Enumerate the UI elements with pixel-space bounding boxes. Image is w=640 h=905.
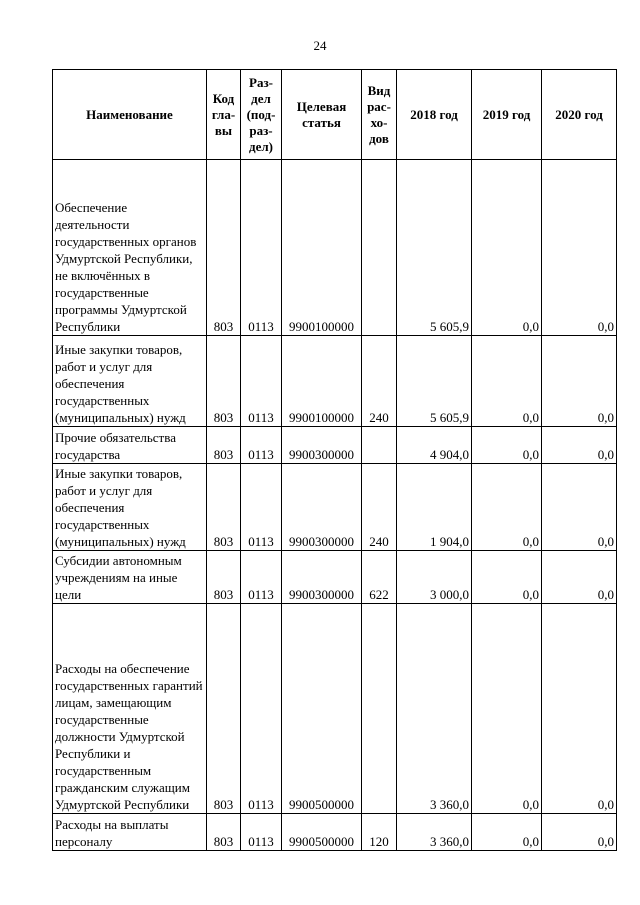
row-name: Прочие обязательства государства: [53, 427, 207, 464]
row-2018: 1 904,0: [397, 464, 472, 551]
row-chapter: 803: [207, 336, 241, 427]
row-2020: 0,0: [542, 464, 617, 551]
row-2019: 0,0: [472, 551, 542, 604]
row-expense-type: [362, 604, 397, 814]
row-name: Субсидии автономным учреждениям на иные цели: [53, 551, 207, 604]
row-2018: 5 605,9: [397, 160, 472, 336]
row-2018: 3 000,0: [397, 551, 472, 604]
row-section: 0113: [241, 160, 282, 336]
row-chapter: 803: [207, 160, 241, 336]
row-article: 9900500000: [282, 814, 362, 851]
row-section: 0113: [241, 464, 282, 551]
row-article: 9900300000: [282, 551, 362, 604]
table-row: [53, 814, 617, 851]
row-2020: 0,0: [542, 551, 617, 604]
table-row: [53, 464, 617, 551]
table-row: [53, 604, 617, 814]
row-2019: 0,0: [472, 814, 542, 851]
header-chapter: Код гла-вы: [207, 70, 241, 160]
row-chapter: 803: [207, 427, 241, 464]
header-article: Целевая статья: [282, 70, 362, 160]
row-2018: 5 605,9: [397, 336, 472, 427]
row-article: 9900100000: [282, 336, 362, 427]
row-2020: 0,0: [542, 160, 617, 336]
row-section: 0113: [241, 427, 282, 464]
row-expense-type: [362, 160, 397, 336]
header-2019: 2019 год: [472, 70, 542, 160]
row-article: 9900300000: [282, 427, 362, 464]
row-chapter: 803: [207, 604, 241, 814]
row-section: 0113: [241, 604, 282, 814]
row-article: 9900500000: [282, 604, 362, 814]
row-expense-type: 120: [362, 814, 397, 851]
row-name: Обеспечение деятельности государственных органов Удмуртской Республики, не включённых в государственные программы Удмуртской Республики: [53, 160, 207, 336]
row-name: Иные закупки товаров, работ и услуг для обеспечения государственных (муниципальных) нужд: [53, 464, 207, 551]
row-2018: 4 904,0: [397, 427, 472, 464]
row-2020: 0,0: [542, 427, 617, 464]
row-2019: 0,0: [472, 604, 542, 814]
table-row: [53, 336, 617, 427]
header-expense-type: Вид рас-хо-дов: [362, 70, 397, 160]
row-expense-type: 240: [362, 464, 397, 551]
row-chapter: 803: [207, 814, 241, 851]
row-section: 0113: [241, 336, 282, 427]
row-chapter: 803: [207, 551, 241, 604]
row-expense-type: 622: [362, 551, 397, 604]
row-article: 9900100000: [282, 160, 362, 336]
row-chapter: 803: [207, 464, 241, 551]
row-2020: 0,0: [542, 336, 617, 427]
row-2019: 0,0: [472, 336, 542, 427]
table-row: [53, 160, 617, 336]
budget-table: [52, 69, 617, 851]
row-2018: 3 360,0: [397, 604, 472, 814]
header-row: [53, 70, 617, 160]
row-name: Иные закупки товаров, работ и услуг для обеспечения государственных (муниципальных) нужд: [53, 336, 207, 427]
header-name: Наименование: [53, 70, 207, 160]
row-2019: 0,0: [472, 160, 542, 336]
header-2020: 2020 год: [542, 70, 617, 160]
row-2018: 3 360,0: [397, 814, 472, 851]
table-row: [53, 551, 617, 604]
row-expense-type: 240: [362, 336, 397, 427]
table-row: [53, 427, 617, 464]
row-expense-type: [362, 427, 397, 464]
row-2020: 0,0: [542, 814, 617, 851]
row-2019: 0,0: [472, 464, 542, 551]
page-number: 24: [313, 38, 327, 53]
row-2019: 0,0: [472, 427, 542, 464]
row-section: 0113: [241, 814, 282, 851]
row-section: 0113: [241, 551, 282, 604]
row-2020: 0,0: [542, 604, 617, 814]
row-name: Расходы на обеспечение государственных гарантий лицам, замещающим государственные должности Удмуртской Республики и государственным гражданским служащим Удмуртской Республики: [53, 604, 207, 814]
header-2018: 2018 год: [397, 70, 472, 160]
header-section: Раз-дел (под-раз-дел): [241, 70, 282, 160]
row-article: 9900300000: [282, 464, 362, 551]
row-name: Расходы на выплаты персоналу: [53, 814, 207, 851]
